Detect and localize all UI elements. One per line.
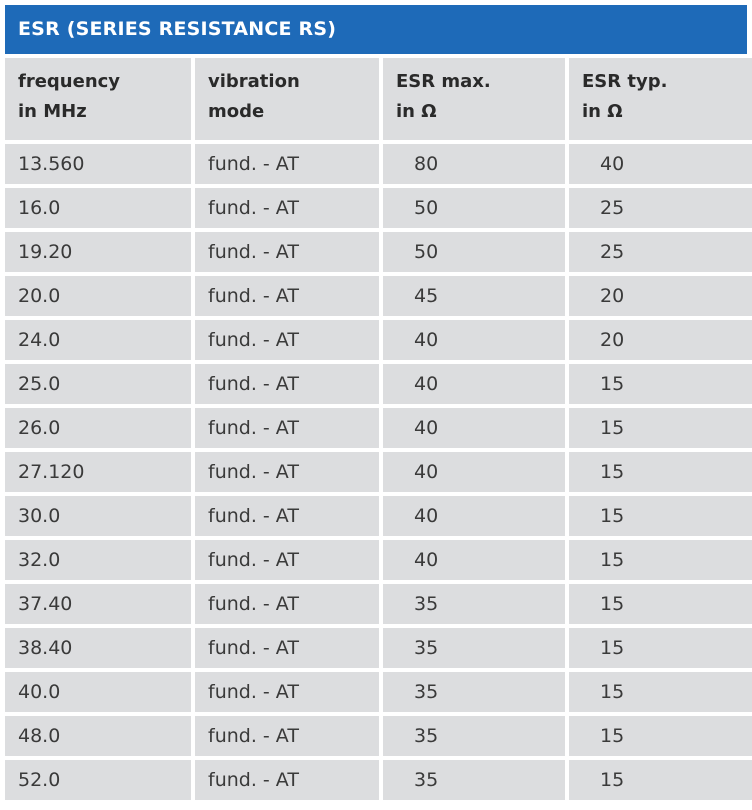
vibration-mode-cell: fund. - AT (195, 760, 379, 800)
table-body (5, 144, 752, 800)
esr-typ-cell: 15 (569, 452, 752, 492)
header-esr-typ-line2: in Ω (582, 101, 623, 122)
esr-max-cell: 40 (383, 452, 565, 492)
esr-max-cell: 40 (383, 364, 565, 404)
esr-max-cell: 35 (383, 672, 565, 712)
frequency-cell: 27.120 (5, 452, 191, 492)
esr-typ-cell: 15 (569, 540, 752, 580)
header-mode-line1: vibration (208, 71, 300, 92)
vibration-mode-cell: fund. - AT (195, 672, 379, 712)
header-esr-max-line2: in Ω (396, 101, 437, 122)
esr-typ-cell: 25 (569, 188, 752, 228)
esr-typ-cell: 15 (569, 584, 752, 624)
vibration-mode-cell: fund. - AT (195, 628, 379, 668)
esr-typ-cell: 15 (569, 364, 752, 404)
header-esr-max-line1: ESR max. (396, 71, 491, 92)
esr-max-cell: 40 (383, 408, 565, 448)
frequency-cell: 52.0 (5, 760, 191, 800)
esr-typ-cell: 25 (569, 232, 752, 272)
vibration-mode-cell: fund. - AT (195, 364, 379, 404)
vibration-mode-cell: fund. - AT (195, 408, 379, 448)
frequency-cell: 20.0 (5, 276, 191, 316)
table-row (5, 628, 752, 668)
table-row (5, 540, 752, 580)
esr-max-cell: 80 (383, 144, 565, 184)
esr-typ-cell: 15 (569, 716, 752, 756)
esr-max-cell: 40 (383, 320, 565, 360)
esr-typ-cell: 15 (569, 672, 752, 712)
header-mode-line2: mode (208, 101, 265, 122)
table-row (5, 716, 752, 756)
esr-max-cell: 35 (383, 760, 565, 800)
esr-typ-cell: 20 (569, 276, 752, 316)
table-row (5, 144, 752, 184)
vibration-mode-cell: fund. - AT (195, 232, 379, 272)
header-vibration-mode (195, 58, 379, 140)
table-row (5, 408, 752, 448)
vibration-mode-cell: fund. - AT (195, 496, 379, 536)
table-row (5, 760, 752, 800)
esr-max-cell: 40 (383, 496, 565, 536)
header-esr-typ (569, 58, 752, 140)
esr-max-cell: 35 (383, 584, 565, 624)
table-row (5, 232, 752, 272)
frequency-cell: 25.0 (5, 364, 191, 404)
frequency-cell: 40.0 (5, 672, 191, 712)
frequency-cell: 48.0 (5, 716, 191, 756)
frequency-cell: 38.40 (5, 628, 191, 668)
frequency-cell: 32.0 (5, 540, 191, 580)
vibration-mode-cell: fund. - AT (195, 584, 379, 624)
header-frequency-line1: frequency (18, 71, 121, 92)
frequency-cell: 16.0 (5, 188, 191, 228)
table-row (5, 452, 752, 492)
vibration-mode-cell: fund. - AT (195, 188, 379, 228)
header-frequency-line2: in MHz (18, 101, 87, 122)
table-row (5, 672, 752, 712)
vibration-mode-cell: fund. - AT (195, 276, 379, 316)
frequency-cell: 19.20 (5, 232, 191, 272)
vibration-mode-cell: fund. - AT (195, 716, 379, 756)
esr-max-cell: 35 (383, 628, 565, 668)
esr-table (1, 54, 752, 804)
header-esr-typ-line1: ESR typ. (582, 71, 668, 92)
frequency-cell: 13.560 (5, 144, 191, 184)
esr-max-cell: 50 (383, 232, 565, 272)
vibration-mode-cell: fund. - AT (195, 452, 379, 492)
frequency-cell: 26.0 (5, 408, 191, 448)
esr-typ-cell: 40 (569, 144, 752, 184)
table-row (5, 496, 752, 536)
esr-max-cell: 35 (383, 716, 565, 756)
frequency-cell: 37.40 (5, 584, 191, 624)
esr-table-container (5, 5, 747, 804)
esr-typ-cell: 20 (569, 320, 752, 360)
table-row (5, 364, 752, 404)
esr-max-cell: 45 (383, 276, 565, 316)
esr-max-cell: 40 (383, 540, 565, 580)
esr-typ-cell: 15 (569, 496, 752, 536)
header-row (5, 58, 752, 140)
esr-typ-cell: 15 (569, 760, 752, 800)
esr-typ-cell: 15 (569, 628, 752, 668)
table-row (5, 276, 752, 316)
esr-typ-cell: 15 (569, 408, 752, 448)
table-row (5, 320, 752, 360)
frequency-cell: 30.0 (5, 496, 191, 536)
table-title: ESR (SERIES RESISTANCE RS) (5, 5, 747, 54)
table-row (5, 584, 752, 624)
header-esr-max (383, 58, 565, 140)
header-frequency (5, 58, 191, 140)
vibration-mode-cell: fund. - AT (195, 540, 379, 580)
vibration-mode-cell: fund. - AT (195, 144, 379, 184)
table-row (5, 188, 752, 228)
vibration-mode-cell: fund. - AT (195, 320, 379, 360)
frequency-cell: 24.0 (5, 320, 191, 360)
esr-max-cell: 50 (383, 188, 565, 228)
